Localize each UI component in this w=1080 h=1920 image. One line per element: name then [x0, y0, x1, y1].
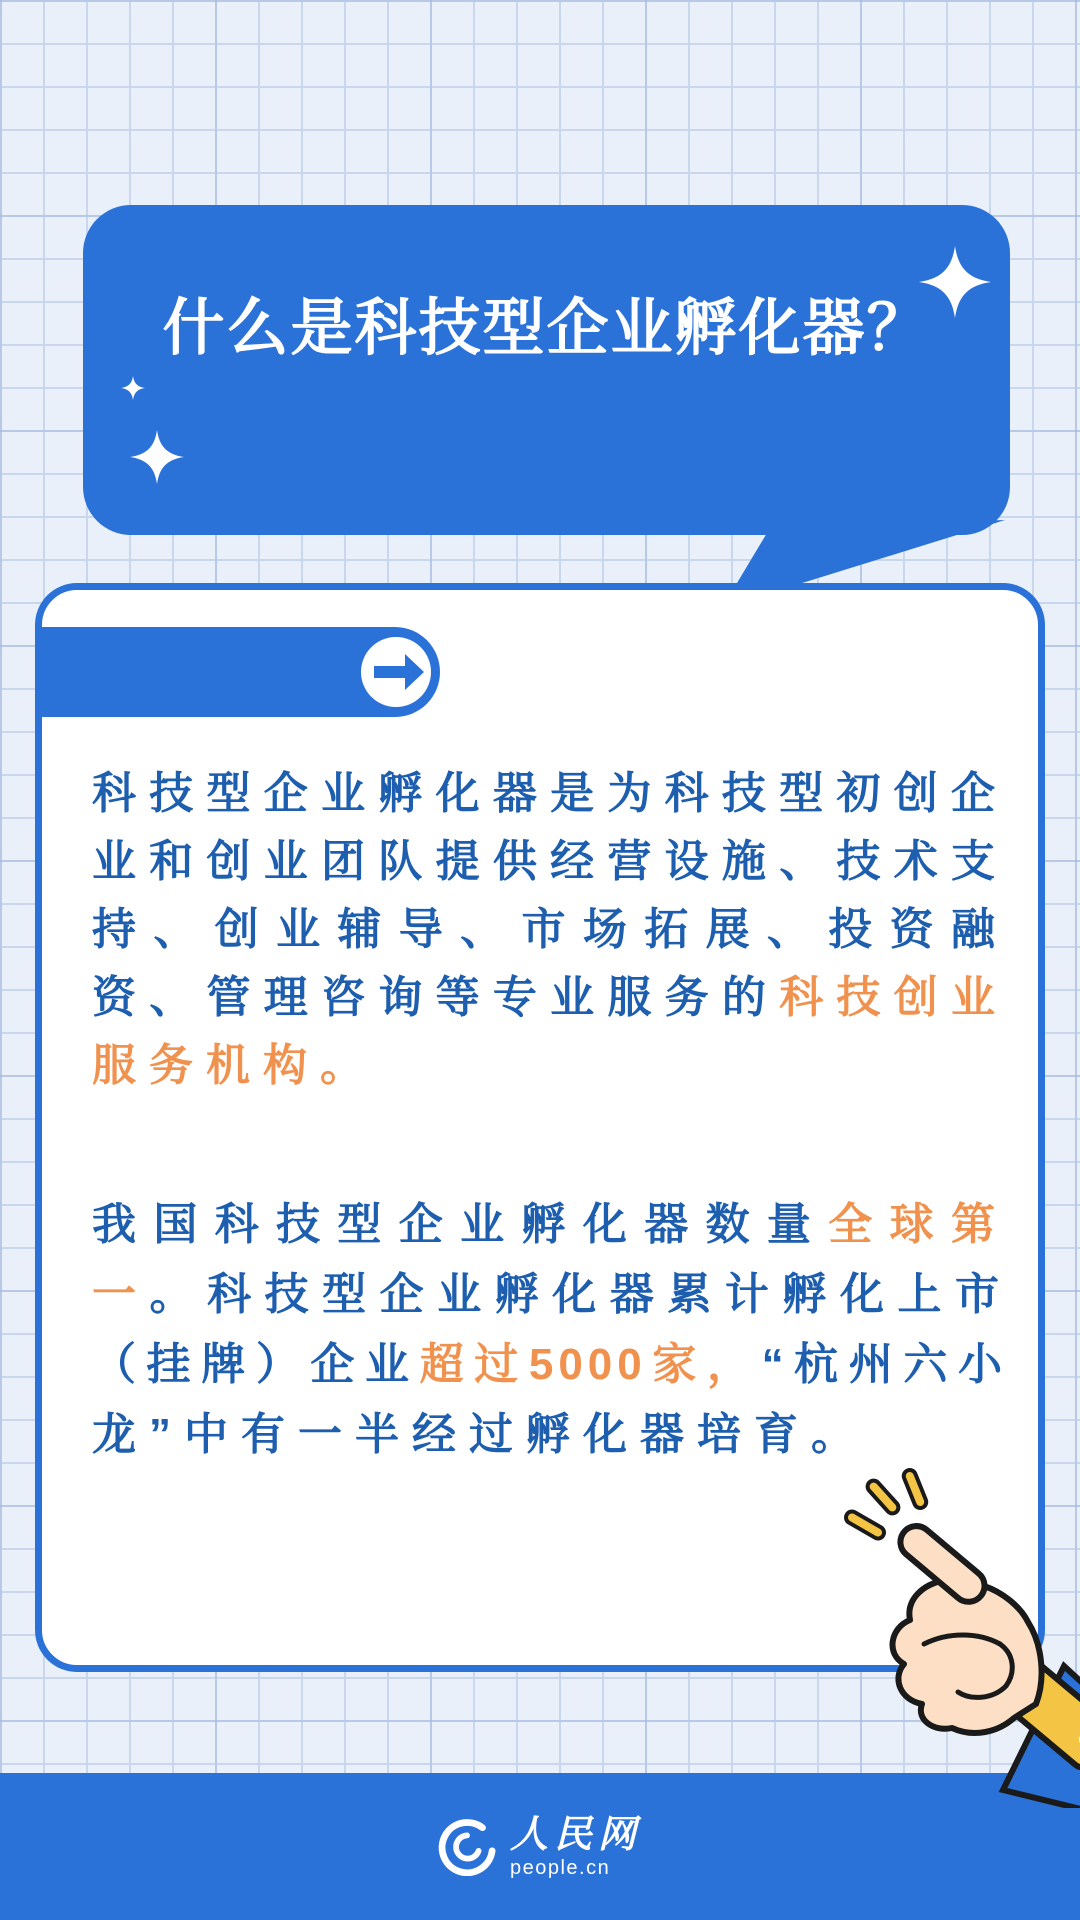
text-line — [92, 1032, 1007, 1100]
text-segment: 我国科技型企业孵化器数量 — [92, 1200, 829, 1249]
text-line — [92, 1260, 1007, 1330]
title-bubble — [83, 205, 1010, 535]
sparkle-icon — [121, 376, 145, 400]
text-segment: 科技型企业孵化器是为科技型初创企 — [92, 769, 1007, 818]
paragraph-definition — [92, 760, 1007, 1100]
text-segment-highlight: 全球第 — [828, 1200, 1008, 1249]
text-segment: 持、创业辅导、市场拓展、投资融 — [92, 905, 1007, 954]
text-line — [92, 1190, 1007, 1260]
text-line — [92, 1330, 1007, 1400]
text-segment-highlight: 服务机构。 — [92, 1041, 377, 1090]
text-segment: 。科技型企业孵化器累计孵化上市 — [149, 1270, 1008, 1319]
page-title: 什么是科技型企业孵化器？ — [162, 294, 931, 363]
text-line — [92, 760, 1007, 828]
logo-cn-label: 人民网 — [509, 1813, 642, 1856]
text-segment-highlight: 超过5000家， — [419, 1340, 762, 1389]
text-segment: 业和创业团队提供经营设施、技术支 — [92, 837, 1007, 886]
people-cn-logo-icon — [438, 1818, 496, 1876]
arrow-tab — [35, 627, 440, 717]
text-segment-highlight: 科技创业 — [779, 973, 1008, 1022]
text-segment: “杭州六小 — [761, 1340, 1008, 1389]
logo-text — [509, 1813, 642, 1879]
arrow-right-icon — [361, 637, 431, 707]
sparkle-icon — [130, 430, 184, 484]
text-line — [92, 964, 1007, 1032]
text-line — [92, 896, 1007, 964]
text-line — [92, 828, 1007, 896]
logo-en-label: people.cn — [509, 1856, 611, 1879]
text-segment: （挂牌）企业 — [92, 1340, 420, 1389]
pointing-hand-illustration — [828, 1448, 1080, 1808]
text-segment-highlight: 一 — [92, 1270, 150, 1319]
text-segment: 龙”中有一半经过孵化器培育。 — [92, 1410, 868, 1459]
paragraph-statistics — [92, 1190, 1007, 1470]
sparkle-icon — [919, 246, 991, 318]
text-segment: 资、管理咨询等专业服务的 — [92, 973, 780, 1022]
